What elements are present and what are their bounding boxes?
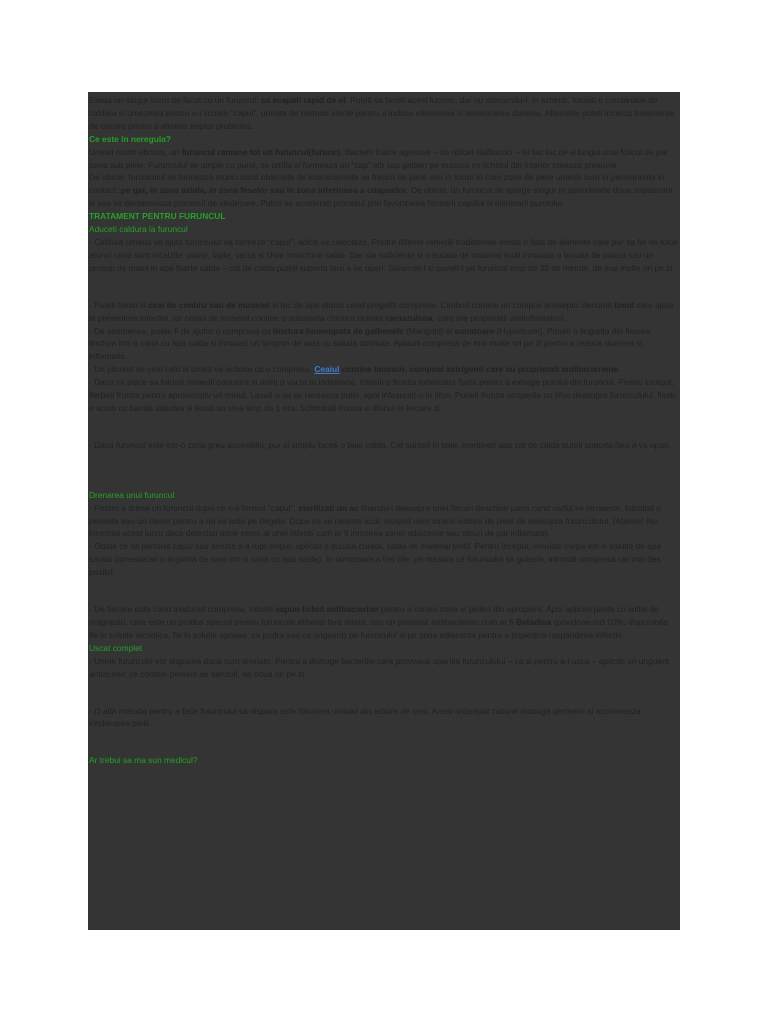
text: - Un pliculet de ceai cald si umed va actiona ca o compresa. — [89, 364, 315, 375]
text: (povidone-iod 10%, disponibila fie in solutie alcoolica, fie in solutie apoasa, ca pudra sau ca unguent) pe furunculul si pe zona adiacenta pentru a impiedica raspandirea infectie. — [89, 617, 668, 640]
bold-text: tinctura homeopata de galbenele — [272, 325, 404, 336]
paragraph — [89, 171, 678, 210]
bold-text: sunatoare — [454, 325, 495, 336]
bold-text: ceai de cimbru sau de musetel — [148, 299, 270, 310]
spacer — [89, 415, 678, 439]
article-body — [88, 92, 680, 767]
document-page — [88, 92, 680, 930]
bold-text: camazulena — [385, 312, 433, 323]
subsection-heading: Ar trebui sa ma sun medicul? — [89, 755, 198, 766]
text: De obicei, furunculul se formeaza atunci cand obiectele de imbracaminte se freaca de piele sau in locuri in care zone de piele umeda sunt in permanenta in contact: — [89, 172, 665, 196]
paragraph — [89, 502, 678, 541]
subsection-heading: Aduceti caldura la furuncul — [89, 224, 188, 235]
paragraph — [89, 363, 678, 376]
text: , care are proprietati antiinflamatorii. — [432, 312, 567, 323]
bold-text: timol — [614, 299, 635, 310]
bold-text: pe gat, in zona axiala, in zona feselor sau in zona interioasa a coapselor — [120, 185, 407, 196]
paragraph: - Odata ce ati perforat capul sau acesta s-a rupt singur, aplicati o bucata curata, calda de material textil. Pentru inceput, inmuiati carpa intr-o solutie de apa sarata (amestecati o lingurita de sare intr-o cana cu apa calda). In urmatoare;a trei zile, pe masura ce furunculul se goleste, inlocuiti compresa cat mai des posibil. — [89, 541, 662, 578]
section-heading: TRATAMENT PENTRU FURUNCUL — [89, 211, 226, 222]
text: - Puteti folosi si — [89, 299, 149, 310]
paragraph — [89, 299, 678, 325]
paragraph: - Caldura umeda va ajuta furunculul sa formeze “capul”, adica sa colecteze. Printre diferite remedii traditionale exista o lista de alimente care par sa fie de folos atunci cand sunt incalzite: paine, lapte, varza si chiar smochine calde. Dar ste suficienta si o bucata de material textil inmuiata o bucata de panza sau un prosop de maini in apa foarte calda – cat de calda puteti suporta fara a va opari. Stoarceti-l si puneti-l pe furuncul timp de 30 de minute, de mai multe ori pe zi. — [89, 236, 678, 273]
text: . Puteti sa faceti acest lucrum, dar nu storcandu-l. In schimb, folositi o combinatie de caldura si umezeala pentru a-i scoate “capul”, urmata de metode sterile pentru a induce eliminarea si ameliorarea durerea. Alternativ puteti incerca tratamente de uscare pentru a elimina treptat problema. — [89, 95, 675, 131]
paragraph: - Daca furuncul este intr-o zona greu accesibila, pur si simplu faceti o baie calda. Cat sunteti in baie, mentineti apa cat de calda puteti suporta fara a va opari. — [89, 439, 671, 450]
spacer — [89, 275, 678, 299]
paragraph: - Daca va place sa folositi remedii populare si aveti o varza la indemana, folositi o frunza exterioara fiarta pentru a extrage puroiul din furuncul. Pentru inceput, fierbeti frunza pentru aproximativ un minut. Lasati-o sa se raceasca putin, apoi infasurati-o in tifon. Puneti frunza acoperita cu tifon deasupra furunculului, fixati-o acolo cu banda adeziva si lasati sa stea timp de 1 ora. Schimbati frunza si tifonul in fiecare zi. — [89, 377, 678, 413]
spacer — [89, 476, 678, 489]
subsection-heading: Uscat complet — [89, 642, 143, 653]
spacer — [89, 452, 678, 476]
text: Uneori numit abcces, un — [89, 146, 182, 157]
paragraph — [89, 146, 678, 172]
text: - De fiecare data cand inlaturati compresa, folositi — [89, 604, 276, 615]
text: . Bacterii foarte agresive – de obicei stafilococi – isi fac loc de-a lungul unui folicul de par pana sub piele. Furunculul se umple cu puroi, se umfla si formeaza un “cap” alb sau galben pe masura ce lichidul din interior creeaza presiune. — [89, 146, 669, 170]
text: care ajuta la prevenirea infectiei, iar ceaiul de musetel contine o substanta chimica numita — [89, 299, 674, 323]
bold-text: Betadina — [515, 617, 552, 627]
paragraph — [89, 603, 678, 642]
paragraph: - O alta metoda pentru a face furunculul sa dispara este folosirea uleiului din arbore de ceai. Acest antiseptic natural distruge germenii si accelereaza vindecarea pielii. — [89, 705, 641, 729]
spacer — [89, 681, 678, 705]
text: tinandu-l deasupra unei flacari deschise pana cand varful se inroseste, folosind o penseta sau un cleste pentru a nu va arde pe degete. Dupa ce se raceste acul, intepati usor stratul subtire de piele de deasupra furunculului. (Atentie! Nu incercati acest lucru daca detectati orice semn al unei infectii cum ar fi inrosirea zonei adiacente sau striuri de par inflamate). — [89, 502, 661, 539]
text: - De asemenea, poate fi de ajutor o compresa cu — [89, 325, 273, 336]
spacer — [89, 579, 678, 603]
paragraph — [89, 325, 678, 364]
intro-paragraph — [89, 94, 678, 133]
spacer — [89, 730, 678, 754]
text: Exista un singur lucru de facut cu un furuncul: — [89, 95, 261, 105]
text: (Marigold) si — [403, 325, 455, 336]
text: pentru a curata zona si pielea din apropiere. Apoi aplicati pasta cu sulfat de magneziu, care este un produs special pentru furuncule eliberat fara reteta, sau un preparat antibacterian cum ar fi — [89, 604, 660, 627]
text: . De obicei, un furuncul se sparge singur in aproximativ doua saptamani si asa se declanseaza procesul de vindecare. Puteti sa accelerati procesul prin favorizarea formarii capului si eliminarii puroiului. — [89, 185, 673, 209]
bold-text: sapun lichid antibacterian — [275, 604, 379, 615]
ceaiul-link[interactable]: Ceaiul — [314, 364, 340, 375]
text: - Pentru a drena un furuncul dupa ce s-a format “capul”, — [89, 502, 299, 513]
text: (Hypericum). Puneti o lingurita din fiecare tinctura intr-o cana cu apa calda si inmuiati un tampon de vata cu solutia obtinuta. Aplicati compresa de mai multe ori pe zi pentru a reduce durerea si inflamatia. — [89, 325, 651, 362]
bold-text: sterilizati un ac — [298, 502, 359, 513]
paragraph: - Unele furuncule vor disparea daca sunt drenate. Pentru a distruge bacteriile care provoaca aparitia furunculului – ca si pentru a-l usca – aplicati un unguent antiacneic ce contine peroxid de benzoil, de doua ori pe zi. — [89, 655, 670, 679]
subsection-heading: Drenarea unui furuncul — [89, 489, 175, 500]
bold-text: furuncul ramane tot un furuncul(furunc) — [181, 146, 341, 157]
bold-text: sa scapati rapid de el — [260, 95, 346, 105]
text: in loc de apa atunci cand pregatiti compresa. Cimbrul contine un compus antiseptic denumit — [269, 299, 615, 310]
section-heading: Ce este in neregula? — [89, 133, 171, 144]
bold-text: contine taninuri, compusi astrigenti care au proprietati antibacteriene. — [339, 364, 621, 375]
